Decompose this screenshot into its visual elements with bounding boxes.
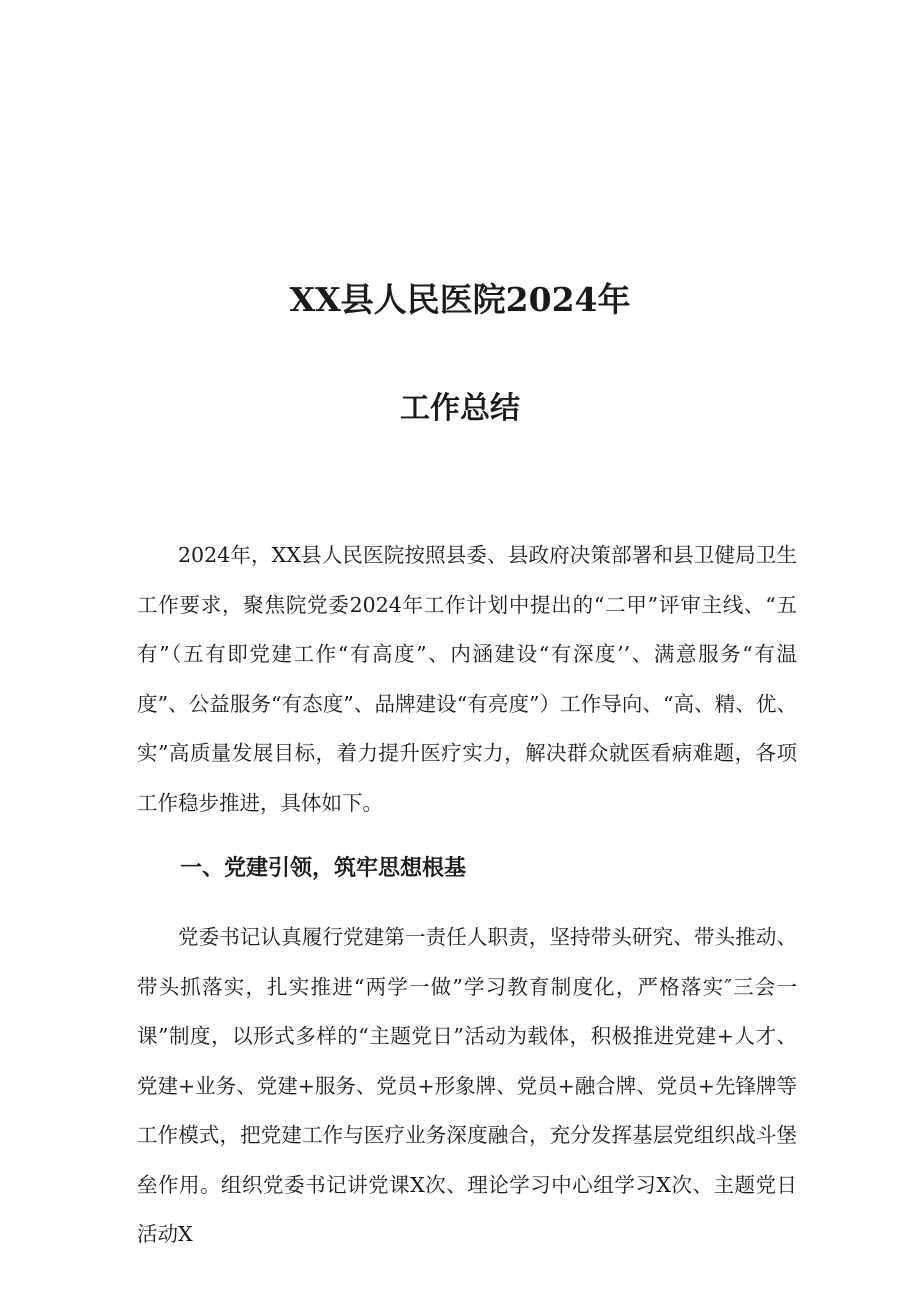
document-subtitle: 工作总结 — [400, 391, 520, 426]
intro-paragraph: 2024年，XX县人民医院按照县委、县政府决策部署和县卫健局卫生工作要求，聚焦院党委2024年工作计划中提出的“二甲”评审主线、“五有”（五有即党建工作“有高度”、内涵建设“有深度’’、满意服务“有温度”、公益服务“有态度”、品牌建设“有亮度”）工作导向、“高、精、优、实”高质量发展目标，着力提升医疗实力，解决群众就医看病难题，各项工作稳步推进，具体如下。 — [137, 543, 797, 815]
document-title: XX县人民医院2024年 — [289, 280, 631, 319]
section-1-paragraph: 党委书记认真履行党建第一责任人职责，坚持带头研究、带头推动、带头抓落实，扎实推进“两学一做”学习教育制度化，严格落实″三会一课”制度，以形式多样的“主题党日”活动为载体，积极推进党建+人才、党建+业务、党建+服务、党员+形象牌、党员+融合牌、党员+先锋牌等工作模式，把党建工作与医疗业务深度融合，充分发挥基层党组织战斗堡垒作用。组织党委书记讲党课X次、理论学习中心组学习X次、主题党日活动X — [137, 925, 797, 1246]
section-heading-1: 一、党建引领，筑牢思想根基 — [180, 856, 467, 881]
